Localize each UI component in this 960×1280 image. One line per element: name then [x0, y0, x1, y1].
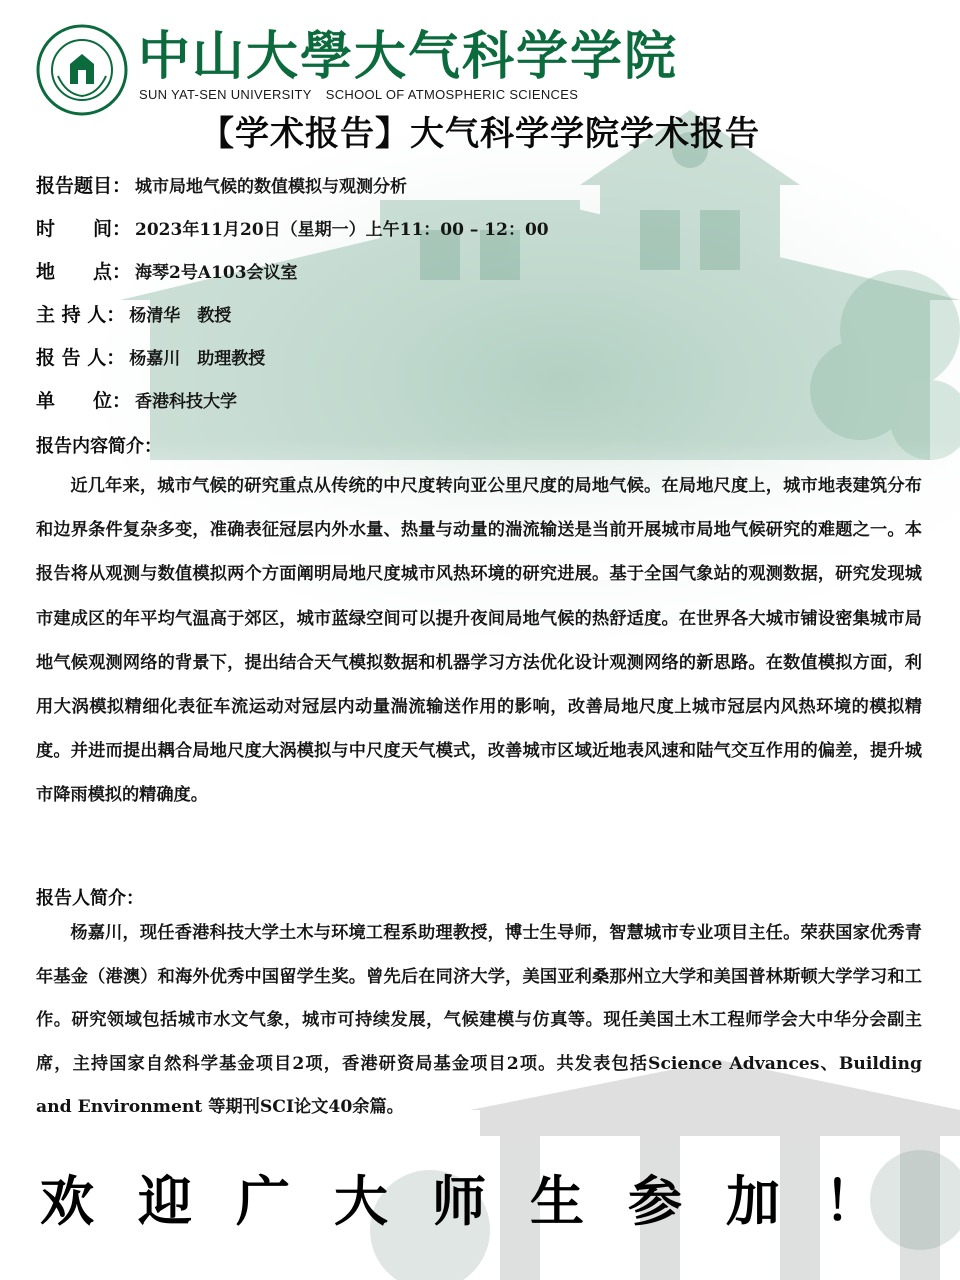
info-row-host	[36, 297, 231, 333]
info-row-speaker	[36, 340, 265, 376]
info-value: 2023年11月20日（星期一）上午11：00 – 12：00	[135, 220, 549, 240]
abstract-text: 近几年来，城市气候的研究重点从传统的中尺度转向亚公里尺度的局地气候。在局地尺度上，城市地表建筑分布和边界条件复杂多变，准确表征冠层内外水量、热量与动量的湍流输送是当前开展城市局地气候研究的难题之一。本报告将从观测与数值模拟两个方面阐明局地尺度城市风热环境的研究进展。基于全国气象站的观测数据，研究发现城市建成区的年平均气温高于郊区，城市蓝绿空间可以提升夜间局地气候的热舒适度。在世界各大城市铺设密集城市局地气候观测网络的背景下，提出结合天气模拟数据和机器学习方法优化设计观测网络的新思路。在数值模拟方面，利用大涡模拟精细化表征车流运动对冠层内动量湍流输送作用的影响，改善局地尺度上城市冠层内风热环境的模拟精度。并进而提出耦合局地尺度大涡模拟与中尺度天气模式，改善城市区域近地表风速和陆气交互作用的偏差，提升城市降雨模拟的精确度。	[36, 476, 922, 806]
school-en: SCHOOL OF ATMOSPHERIC SCIENCES	[325, 87, 579, 102]
info-value: 香港科技大学	[135, 392, 238, 412]
info-row-affiliation	[36, 383, 237, 419]
info-label: 单 位：	[36, 390, 132, 412]
university-name-en	[139, 87, 592, 102]
info-value: 海琴2号A103会议室	[135, 263, 298, 283]
info-label: 报 告 人：	[36, 347, 126, 369]
abstract-heading: 报告内容简介：	[36, 436, 162, 457]
info-label: 主 持 人：	[36, 304, 126, 326]
info-row-time	[36, 211, 549, 247]
info-value: 杨嘉川 助理教授	[129, 349, 266, 369]
bio-heading: 报告人简介：	[36, 888, 144, 909]
info-row-location	[36, 254, 298, 290]
university-name-cn: 中山大學大气科学学院	[138, 27, 679, 87]
bio-text: 杨嘉川，现任香港科技大学土木与环境工程系助理教授，博士生导师，智慧城市专业项目主任。荣获国家优秀青年基金（港澳）和海外优秀中国留学生奖。曾先后在同济大学，美国亚利桑那州立大学和美国普林斯顿大学学习和工作。研究领域包括城市水文气象，城市可持续发展，气候建模与仿真等。现任美国土木工程师学会大中华分会副主席，主持国家自然科学基金项目2项，香港研资局基金项目2项。共发表包括Science Advances、Building and Environment 等期刊SCI论文40余篇。	[36, 923, 922, 1117]
info-row-topic	[36, 168, 407, 204]
welcome-banner: 欢迎广大师生参加！	[40, 1170, 922, 1233]
info-label: 时 间：	[36, 218, 132, 240]
info-value: 城市局地气候的数值模拟与观测分析	[135, 177, 408, 197]
page-title: 【学术报告】大气科学学院学术报告	[200, 114, 760, 154]
university-en: SUN YAT-SEN UNIVERSITY	[139, 87, 312, 102]
info-label: 地 点：	[36, 261, 132, 283]
university-emblem-logo	[36, 24, 128, 116]
info-value: 杨清华 教授	[129, 306, 232, 326]
info-label: 报告题目：	[36, 175, 132, 197]
